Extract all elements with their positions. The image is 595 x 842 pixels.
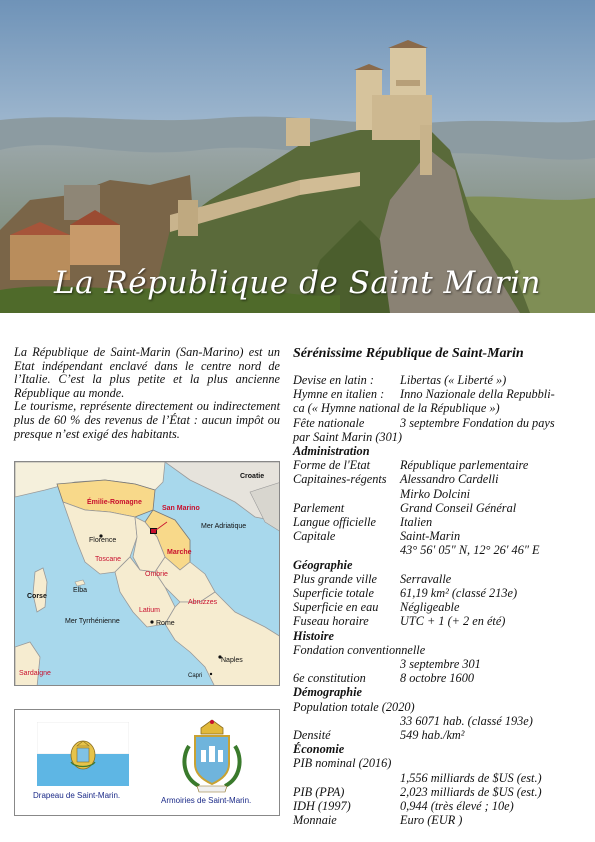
info-row-capitaines-cont: Mirko Dolcini — [400, 486, 471, 501]
info-value: Négligeable — [400, 600, 460, 615]
map-label-latium: Latium — [139, 607, 161, 614]
map-label-marche: Marche — [167, 549, 192, 556]
section-geographie: Géographie — [293, 557, 353, 572]
info-row-hymne — [293, 387, 585, 401]
map-label-capri: Capri — [188, 673, 203, 679]
info-value: 8 octobre 1600 — [400, 671, 474, 686]
info-value: 549 hab./km² — [400, 728, 465, 743]
info-row-fondation: Fondation conventionnelle — [293, 642, 426, 657]
flag-image — [37, 722, 129, 786]
info-key: Parlement — [293, 500, 345, 515]
info-value: Saint-Marin — [400, 529, 461, 544]
italy-map — [14, 461, 280, 686]
info-row-population: Population totale (2020) — [293, 699, 415, 714]
info-key: Hymne en italien : — [293, 387, 385, 402]
info-value: 2,023 milliards de $US (est.) — [400, 784, 542, 799]
info-row-pib: PIB nominal (2016) — [293, 756, 392, 771]
intro-paragraph: La République de Saint-Marin (San-Marino) est un Etat indépendant enclavé dans le centre nord de l’Italie. C’est la plus petite et la plus ancienne République au monde. — [14, 345, 280, 400]
info-row-ville — [293, 572, 585, 586]
map-label-florence: Florence — [89, 537, 117, 544]
map-label-mer-adriatique: Mer Adriatique — [201, 523, 247, 530]
info-row-hymne-cont: ca (« Hymne national de la République ») — [293, 401, 500, 416]
info-value: Alessandro Cardelli — [400, 472, 499, 487]
info-row-capitaines — [293, 472, 585, 486]
map-label-corse: Corse — [27, 593, 47, 600]
info-key: Capitaines-régents — [293, 472, 387, 487]
info-key: PIB (PPA) — [293, 784, 345, 799]
info-value: Inno Nazionale della Repubbli- — [400, 387, 555, 402]
info-key: Forme de l'Etat — [293, 458, 371, 473]
info-value: Euro (EUR ) — [400, 813, 463, 828]
intro-paragraph: Le tourisme, représente directement ou indirectement plus de 60 % des revenus de l’État : aucun impôt ou presque n’est exigé des habitants. — [14, 399, 280, 441]
info-row-superficie-eau — [293, 600, 585, 614]
info-key: Plus grande ville — [293, 571, 378, 586]
section-administration: Administration — [293, 444, 370, 459]
info-row-parlement — [293, 501, 585, 515]
info-row-capitale — [293, 529, 585, 543]
section-histoire: Histoire — [293, 628, 334, 643]
map-label-abruzzes: Abruzzes — [188, 599, 218, 606]
map-label-mer-tyrrhenienne: Mer Tyrrhénienne — [65, 618, 120, 625]
arms-caption: Armoiries de Saint-Marin. — [161, 796, 252, 805]
intro-text — [14, 346, 280, 441]
info-row-fete — [293, 416, 585, 430]
info-row-idh — [293, 799, 585, 813]
info-key: Superficie en eau — [293, 600, 379, 615]
section-economie: Économie — [293, 742, 345, 757]
info-value: 3 septembre Fondation du pays — [400, 415, 555, 430]
map-label-emilie-romagne: Émilie-Romagne — [87, 499, 142, 506]
info-value: Italien — [400, 515, 433, 530]
map-label-croatie: Croatie — [240, 473, 265, 480]
info-row-langue — [293, 515, 585, 529]
info-key: Devise en latin : — [293, 373, 374, 387]
info-value: République parlementaire — [400, 458, 529, 473]
info-key: Superficie totale — [293, 586, 374, 601]
info-key: Fête nationale — [293, 415, 365, 430]
info-row-pib-value: 1,556 milliards de $US (est.) — [400, 770, 542, 785]
map-label-rome: Rome — [156, 620, 175, 627]
info-row-ppa — [293, 785, 585, 799]
page-title: La République de Saint Marin — [54, 265, 541, 301]
info-value: 0,944 (très élevé ; 10e) — [400, 799, 514, 814]
info-row-capitale-cont: 43° 56′ 05″ N, 12° 26′ 46″ E — [400, 543, 540, 558]
map-label-toscane: Toscane — [95, 556, 122, 563]
info-row-fondation-value: 3 septembre 301 — [400, 657, 481, 672]
info-row-devise — [293, 373, 585, 387]
info-value: Serravalle — [400, 571, 452, 586]
map-label-elba: Elba — [73, 587, 88, 594]
coat-of-arms-image — [179, 716, 245, 794]
info-title: Sérénissime République de Saint-Marin — [293, 346, 524, 361]
map-label-sardaigne: Sardaigne — [19, 670, 51, 677]
info-key: Densité — [293, 728, 331, 743]
map-label-naples: Naples — [221, 657, 243, 664]
info-row-forme — [293, 458, 585, 472]
info-key: Langue officielle — [293, 515, 376, 530]
hero-photo — [0, 0, 595, 313]
info-key: IDH (1997) — [293, 799, 351, 814]
info-key: Fuseau horaire — [293, 614, 369, 629]
emblems-box — [14, 709, 280, 816]
info-row-fuseau — [293, 614, 585, 628]
info-value: Libertas (« Liberté ») — [400, 373, 507, 387]
info-row-constitution — [293, 671, 585, 685]
info-row-monnaie — [293, 813, 585, 827]
info-key: 6e constitution — [293, 671, 366, 686]
info-row-densite — [293, 728, 585, 742]
flag-caption: Drapeau de Saint-Marin. — [33, 791, 121, 800]
map-label-san-marino: San Marino — [162, 505, 200, 512]
info-key: Capitale — [293, 529, 336, 544]
info-panel — [293, 346, 585, 828]
section-demographie: Démographie — [293, 685, 362, 700]
info-key: Monnaie — [293, 813, 337, 828]
info-value: UTC + 1 (+ 2 en été) — [400, 614, 506, 629]
info-value: 61,19 km² (classé 213e) — [400, 586, 518, 601]
info-row-superficie-totale — [293, 586, 585, 600]
info-row-population-value: 33 6071 hab. (classé 193e) — [400, 713, 533, 728]
info-row-fete-cont: par Saint Marin (301) — [293, 429, 402, 444]
map-label-ombrie: Ombrie — [145, 571, 168, 578]
info-value: Grand Conseil Général — [400, 500, 517, 515]
